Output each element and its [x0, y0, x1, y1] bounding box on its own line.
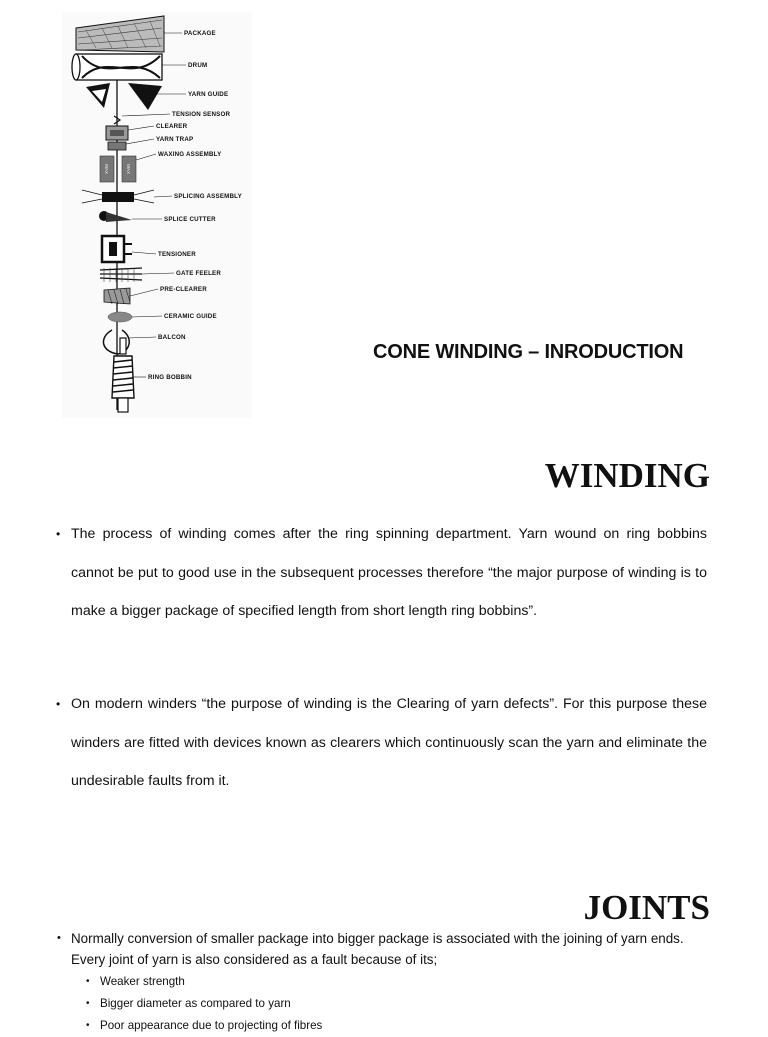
splice-cutter-part	[99, 211, 132, 222]
clearer-part	[106, 126, 128, 140]
winding-bullet-2: • On modern winders “the purpose of winding is the Clearing of yarn defects”. For this purpose these winders are fitted with devices known as clearers which continuously scan the yarn and eliminate the undesirable faults from it.	[71, 685, 707, 801]
tensioner-part	[102, 236, 132, 262]
intro-title: CONE WINDING – INRODUCTION	[373, 341, 684, 363]
package-part	[76, 16, 164, 52]
pre-clearer-part	[104, 288, 130, 304]
label-ceramic-guide: CERAMIC GUIDE	[164, 313, 217, 320]
gate-feeler-part	[100, 268, 142, 282]
label-waxing-assembly: WAXING ASSEMBLY	[158, 151, 222, 158]
label-splicing-assembly: SPLICING ASSEMBLY	[174, 193, 242, 200]
splicing-assembly-part	[82, 190, 154, 203]
joints-bullet: • Normally conversion of smaller package into bigger package is associated with the joining of yarn ends. Every joint of yarn is also considered as a fault because of its;	[71, 928, 711, 970]
label-ring-bobbin: RING BOBBIN	[148, 374, 192, 381]
label-drum: DRUM	[188, 62, 208, 69]
waxing-assembly-part	[100, 156, 136, 182]
label-yarn-guide: YARN GUIDE	[188, 91, 229, 98]
label-balcon: BALCON	[158, 334, 186, 341]
winding-bullet-1: • The process of winding comes after the ring spinning department. Yarn wound on ring bobbins cannot be put to good use in the subsequent processes therefore “the major purpose of winding is to make a bigger package of specified length from short length ring bobbins”.	[71, 515, 707, 631]
sub-bullet-bigger-diameter: • Bigger diameter as compared to yarn	[100, 993, 322, 1015]
wax-text-right: WAX	[126, 163, 131, 175]
diagram-svg	[62, 12, 252, 418]
label-package: PACKAGE	[184, 30, 216, 37]
drum-part	[72, 54, 162, 80]
label-gate-feeler: GATE FEELER	[176, 270, 222, 277]
sub-bullet-weaker-strength: • Weaker strength	[100, 971, 322, 993]
label-yarn-trap: YARN TRAP	[156, 136, 194, 143]
label-clearer: CLEARER	[156, 123, 188, 130]
label-tension-sensor: TENSION SENSOR	[172, 111, 231, 118]
ceramic-guide-part	[108, 312, 132, 322]
label-splice-cutter: SPLICE CUTTER	[164, 216, 216, 223]
yarn-guide-part	[86, 83, 162, 110]
sub-bullet-poor-appearance: • Poor appearance due to projecting of fibres	[100, 1015, 322, 1037]
ring-bobbin-part	[112, 338, 134, 412]
cone-winding-diagram	[62, 12, 252, 418]
winding-heading: WINDING	[544, 456, 710, 495]
label-tensioner: TENSIONER	[158, 251, 196, 258]
joints-heading: JOINTS	[583, 888, 710, 927]
wax-text-left: WAX	[104, 163, 109, 175]
joints-sub-list	[100, 971, 322, 1037]
label-pre-clearer: PRE-CLEARER	[160, 286, 207, 293]
